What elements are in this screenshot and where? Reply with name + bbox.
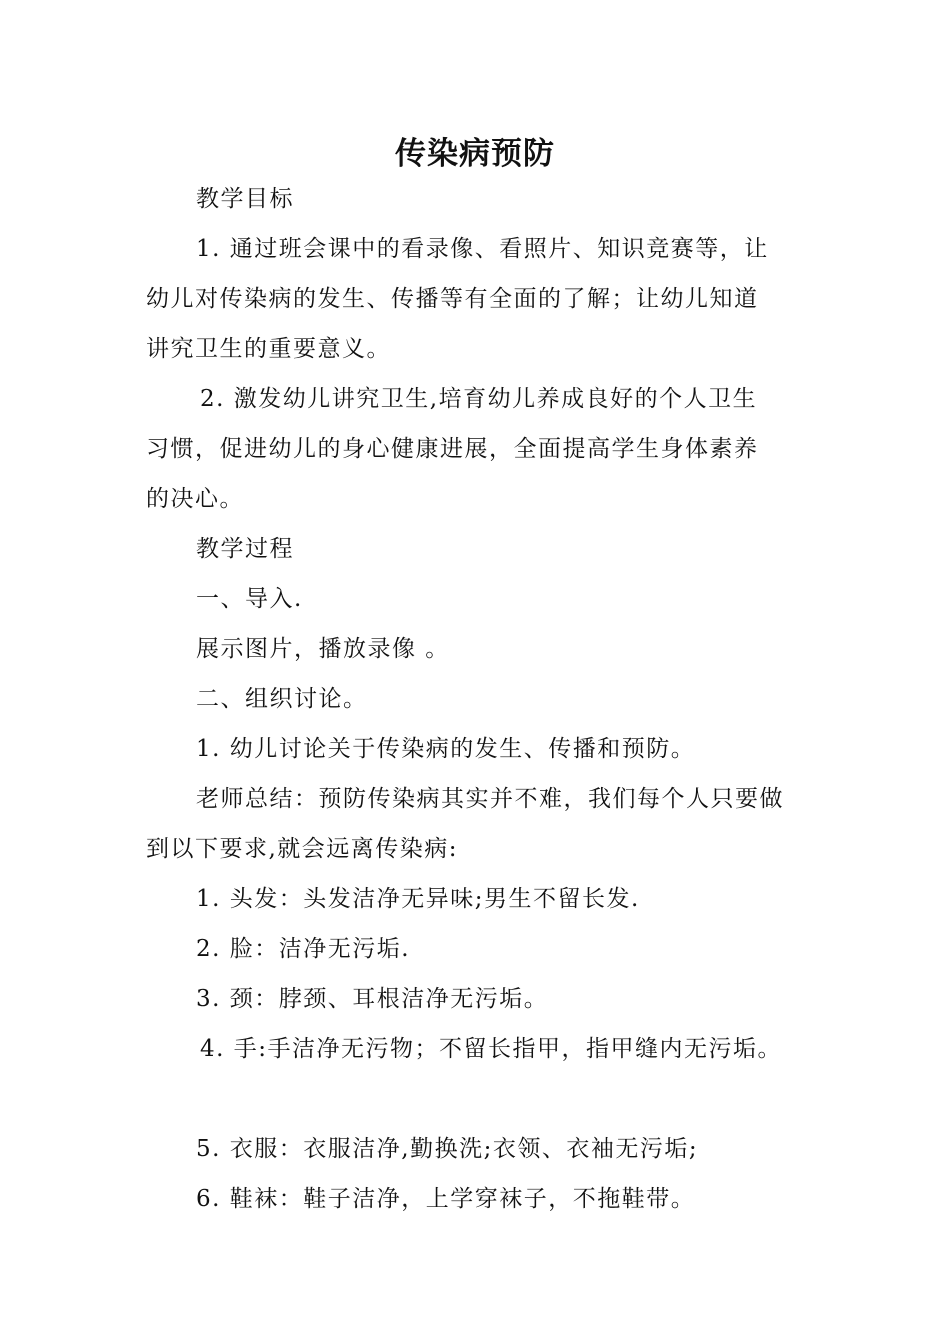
paragraph-line: 老师总结：预防传染病其实并不难，我们每个人只要做 <box>196 786 784 812</box>
section-heading-objectives: 教学目标 <box>196 186 294 212</box>
list-item: 4. 手:手洁净无污物；不留长指甲，指甲缝内无污垢。 <box>200 1036 783 1062</box>
paragraph-line: 习惯，促进幼儿的身心健康进展，全面提高学生身体素养 <box>146 436 759 462</box>
paragraph-line: 1. 通过班会课中的看录像、看照片、知识竞赛等，让 <box>196 236 769 262</box>
list-item: 6. 鞋袜：鞋子洁净，上学穿袜子，不拖鞋带。 <box>196 1186 696 1212</box>
paragraph-line: 的决心。 <box>146 486 244 512</box>
paragraph-line: 2. 激发幼儿讲究卫生,培育幼儿养成良好的个人卫生 <box>200 386 758 412</box>
list-item: 2. 脸：洁净无污垢. <box>196 936 411 962</box>
paragraph-line: 展示图片，播放录像 。 <box>196 636 450 662</box>
list-item: 5. 衣服：衣服洁净,勤换洗;衣领、衣袖无污垢; <box>196 1136 699 1162</box>
paragraph-line: 一、导入. <box>196 586 303 612</box>
list-item: 1. 头发：头发洁净无异味;男生不留长发. <box>196 886 640 912</box>
paragraph-line: 讲究卫生的重要意义。 <box>146 336 391 362</box>
paragraph-line: 二、组织讨论。 <box>196 686 368 712</box>
list-item: 3. 颈：脖颈、耳根洁净无污垢。 <box>196 986 549 1012</box>
document-title: 传染病预防 <box>395 136 555 172</box>
paragraph-line: 1. 幼儿讨论关于传染病的发生、传播和预防。 <box>196 736 696 762</box>
paragraph-line: 到以下要求,就会远离传染病: <box>146 836 459 862</box>
paragraph-line: 幼儿对传染病的发生、传播等有全面的了解；让幼儿知道 <box>146 286 759 312</box>
section-heading-process: 教学过程 <box>196 536 294 562</box>
